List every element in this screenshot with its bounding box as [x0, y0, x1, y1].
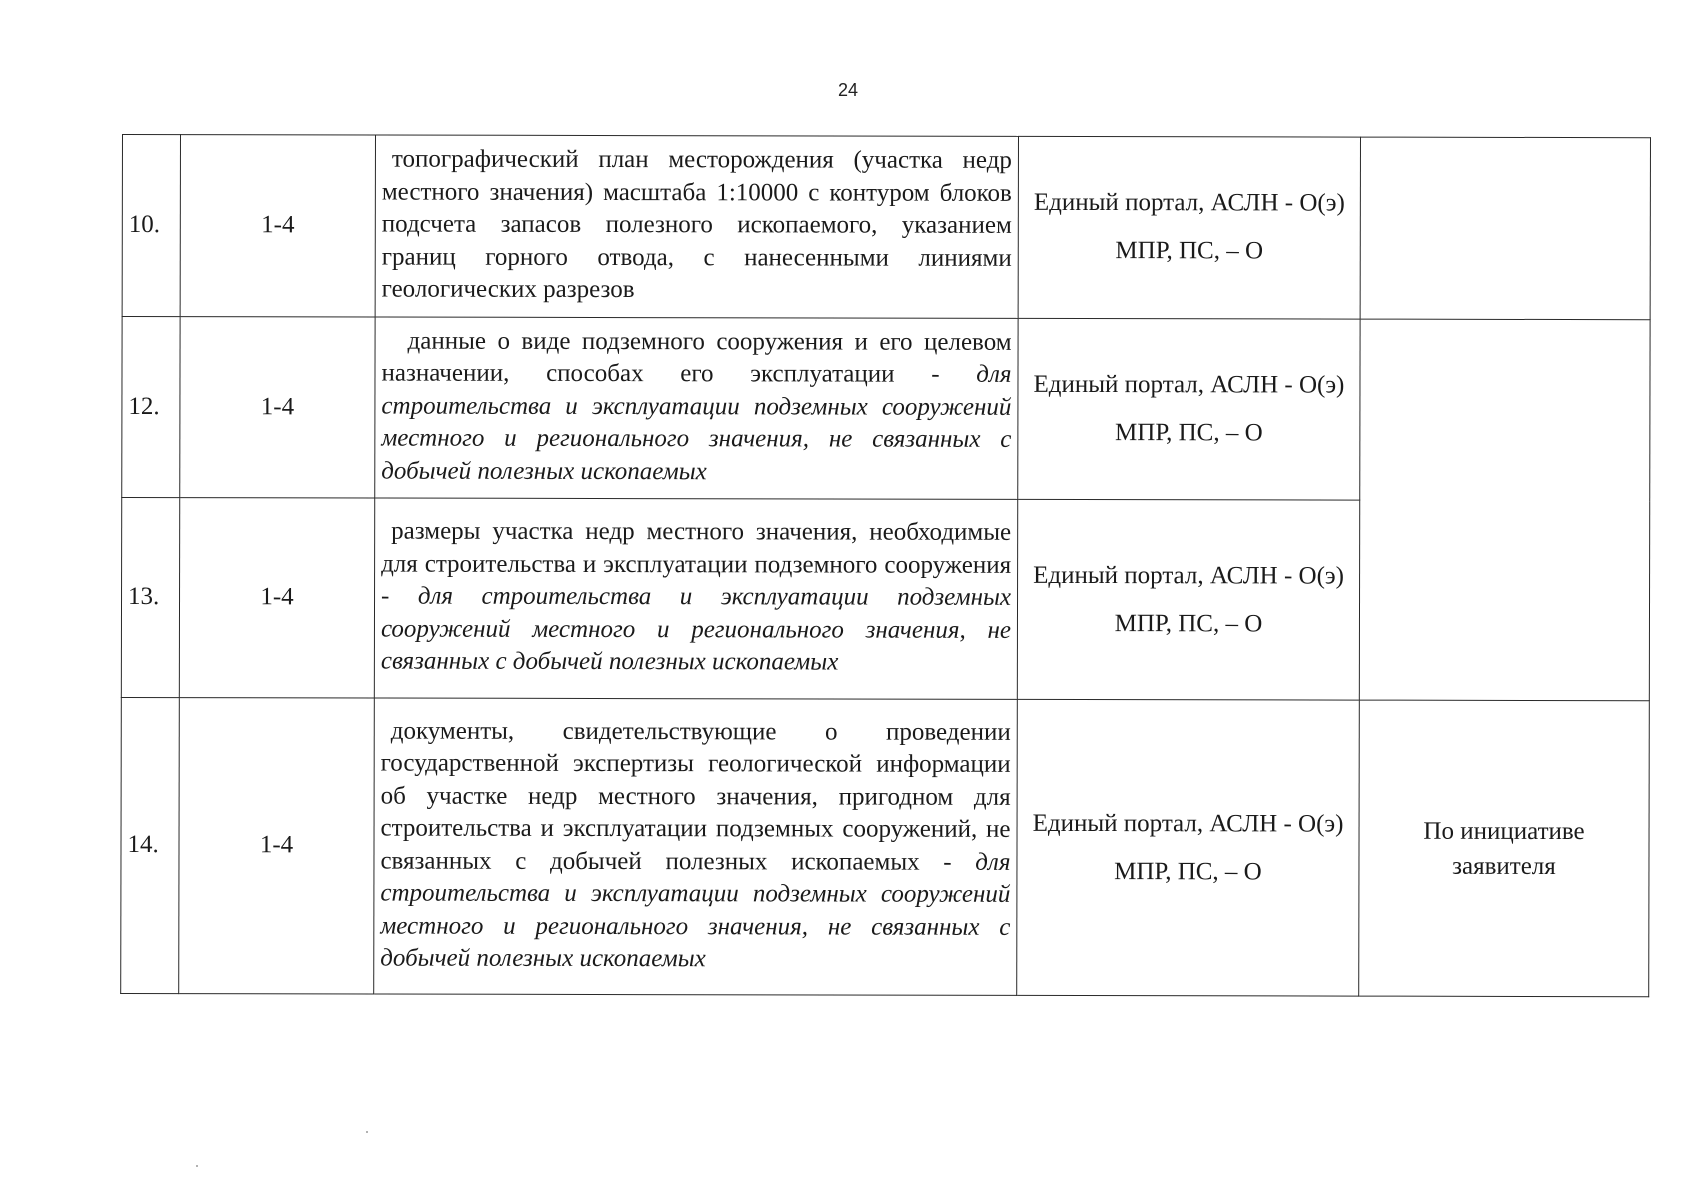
description-text: документы, свидетельствующие о проведении государственной экспертизы геологической информации об участке недр местного значения, пригодном для строительства и эксплуатации подземных сооружений, не связанных с добычей полезных ископаемых -	[380, 717, 1011, 876]
description-text: размеры участка недр местного значения, необходимые для строительства и эксплуатации подземного сооружения -	[381, 517, 1012, 610]
source-portal: Единый портал, АСЛН - О(э)	[1033, 561, 1345, 590]
row-number: 12.	[122, 316, 180, 498]
row-note	[1359, 319, 1650, 701]
row-number: 10.	[122, 135, 180, 317]
source-portal: Единый портал, АСЛН - О(э)	[1032, 809, 1344, 838]
source-portal: Единый портал, АСЛН - О(э)	[1033, 370, 1345, 399]
row-description	[375, 135, 1018, 318]
table-row	[122, 135, 1650, 320]
row-description	[375, 317, 1018, 500]
scan-speck	[196, 1165, 198, 1167]
row-section: 1-4	[180, 316, 375, 498]
description-note: для строительства и эксплуатации подземных сооружений местного и регионального значения, не связанных с добычей полезных ископаемых	[380, 582, 1012, 676]
source-ministry: МПР, ПС, – О	[1115, 237, 1264, 265]
row-number: 13.	[121, 498, 179, 698]
row-source	[1018, 318, 1360, 500]
row-source	[1018, 136, 1360, 318]
row-source	[1017, 699, 1360, 996]
row-note: По инициативе заявителя	[1359, 700, 1650, 997]
row-source	[1017, 499, 1359, 700]
description-note: для строительства и эксплуатации подземных сооружений местного и регионального значения, не связанных с добычей полезных ископаемых	[381, 360, 1012, 485]
row-section: 1-4	[179, 698, 375, 994]
description-note: для строительства и эксплуатации подземных сооружений местного и регионального значения, не связанных с добычей полезных ископаемых	[380, 848, 1011, 973]
scan-speck	[366, 1131, 368, 1133]
row-number: 14.	[121, 697, 180, 993]
requirements-table	[120, 134, 1651, 997]
page-number: 24	[837, 80, 859, 100]
source-ministry: МПР, ПС, – О	[1114, 609, 1263, 637]
table-row	[121, 697, 1650, 996]
row-section: 1-4	[180, 135, 375, 317]
description-text: топографический план месторождения (участка недр местного значения) масштаба 1:10000 с контуром блоков подсчета запасов полезного ископаемого, указанием границ горного отвода, с нанесенными линиями геологических разрезов	[381, 145, 1012, 304]
source-ministry: МПР, ПС, – О	[1115, 418, 1263, 447]
row-note	[1360, 137, 1650, 319]
table-row	[122, 316, 1650, 501]
row-section: 1-4	[179, 498, 374, 698]
row-description	[374, 498, 1017, 699]
row-description	[374, 698, 1018, 995]
source-portal: Единый портал, АСЛН - О(э)	[1033, 189, 1345, 217]
description-text: данные о виде подземного сооружения и его целевом назначении, способах его эксплуатации -	[381, 327, 1012, 388]
source-ministry: МПР, ПС, – О	[1114, 857, 1262, 885]
